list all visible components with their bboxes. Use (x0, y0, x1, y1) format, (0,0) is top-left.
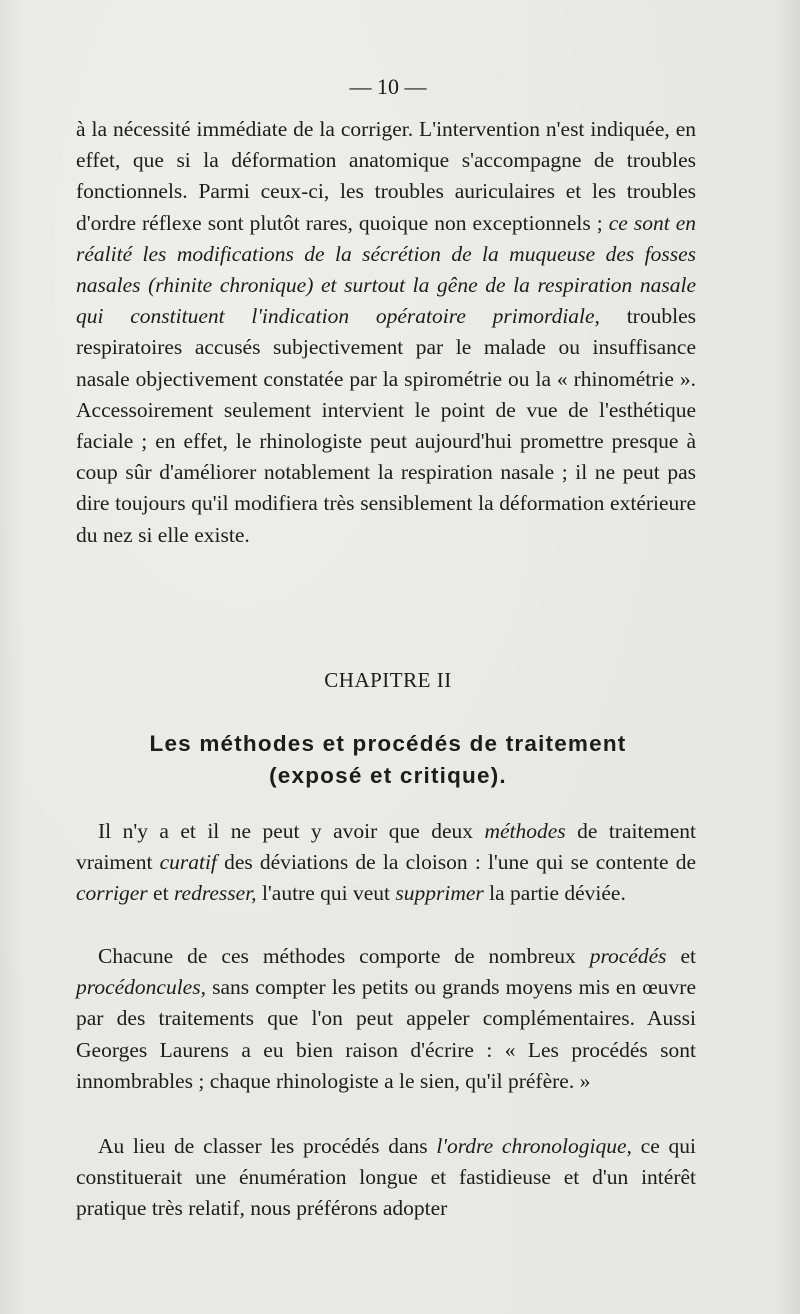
p3-text-2: et (666, 944, 696, 968)
chapter-title-line-2: (exposé et critique). (269, 763, 507, 788)
p2-italic-2: curatif (159, 850, 217, 875)
p4-text-1: Au lieu de classer les procédés dans (98, 1134, 437, 1158)
p2-italic-4: redresser, (173, 881, 257, 906)
p3-italic-2: procédoncules, (76, 975, 206, 1000)
chapter-title (0, 728, 776, 792)
p3-text-3: sans compter les petits ou grands moyens mis en œuvre par des traitements que l'on peut appeler complémentaires. Aussi Georges Laurens a eu bien raison d'écrire : « Les procédés sont innombrables ; chaque rhinologiste a le sien, qu'il préfère. » (76, 975, 696, 1093)
p2-text-3: des déviations de la cloison : l'une qui se contente de (216, 850, 696, 875)
p2-italic-1: méthodes (484, 819, 566, 843)
paragraph-1 (76, 114, 696, 551)
paragraph-4 (76, 1131, 696, 1225)
p2-text-1: Il n'y a et il ne peut y avoir que deux (98, 819, 485, 843)
p3-italic-1: procédés (589, 944, 667, 968)
paragraph-2 (76, 816, 696, 910)
p4-italic-1: l'ordre chronologique, (436, 1134, 632, 1158)
page-number: — 10 — (349, 74, 427, 99)
chapter-label: CHAPITRE II (324, 668, 452, 692)
paragraph-3 (76, 941, 696, 1097)
p4-text-2: ce qui constituerait une énumération longue et fastidieuse et d'un intérêt pratique très relatif, nous préférons adopter (76, 1134, 696, 1221)
p2-italic-3: corriger (76, 881, 148, 906)
p2-text-5: l'autre qui veut (256, 881, 396, 906)
p2-text-4: et (147, 881, 174, 906)
paragraph-1-text-b: troubles respiratoires accusés subjectivement par le malade ou insuffisance nasale objectivement constatée par la spirométrie ou la « rhinométrie ». Accessoirement seulement intervient le point de vue de l'esthétique faciale ; en effet, le rhinologiste peut aujourd'hui promettre presque à coup sûr d'améliorer notablement la respiration nasale ; il ne peut pas dire toujours qu'il modifiera très sensiblement la déformation extérieure du nez si elle existe. (76, 304, 696, 547)
p2-italic-5: supprimer (395, 881, 484, 906)
paragraph-1-italic: ce sont en réalité les modifications de la sécrétion de la muqueuse des fosses nasales (rhinite chronique) et surtout la gêne de la respiration nasale qui constituent l'indication opératoire primordiale, (76, 210, 697, 329)
chapter-title-line-1: Les méthodes et procédés de traitement (149, 731, 627, 756)
p2-text-2: de traitement vraiment (76, 819, 696, 875)
p3-text-1: Chacune de ces méthodes comporte de nombreux (98, 944, 590, 968)
paragraph-1-text-a: à la nécessité immédiate de la corriger. L'intervention n'est indiquée, en effet, que si la déformation anatomique s'accompagne de troubles fonctionnels. Parmi ceux-ci, les troubles auriculaires et les troubles d'ordre réflexe sont plutôt rares, quoique non exceptionnels ; (76, 117, 696, 235)
p2-text-6: la partie déviée. (483, 881, 626, 906)
